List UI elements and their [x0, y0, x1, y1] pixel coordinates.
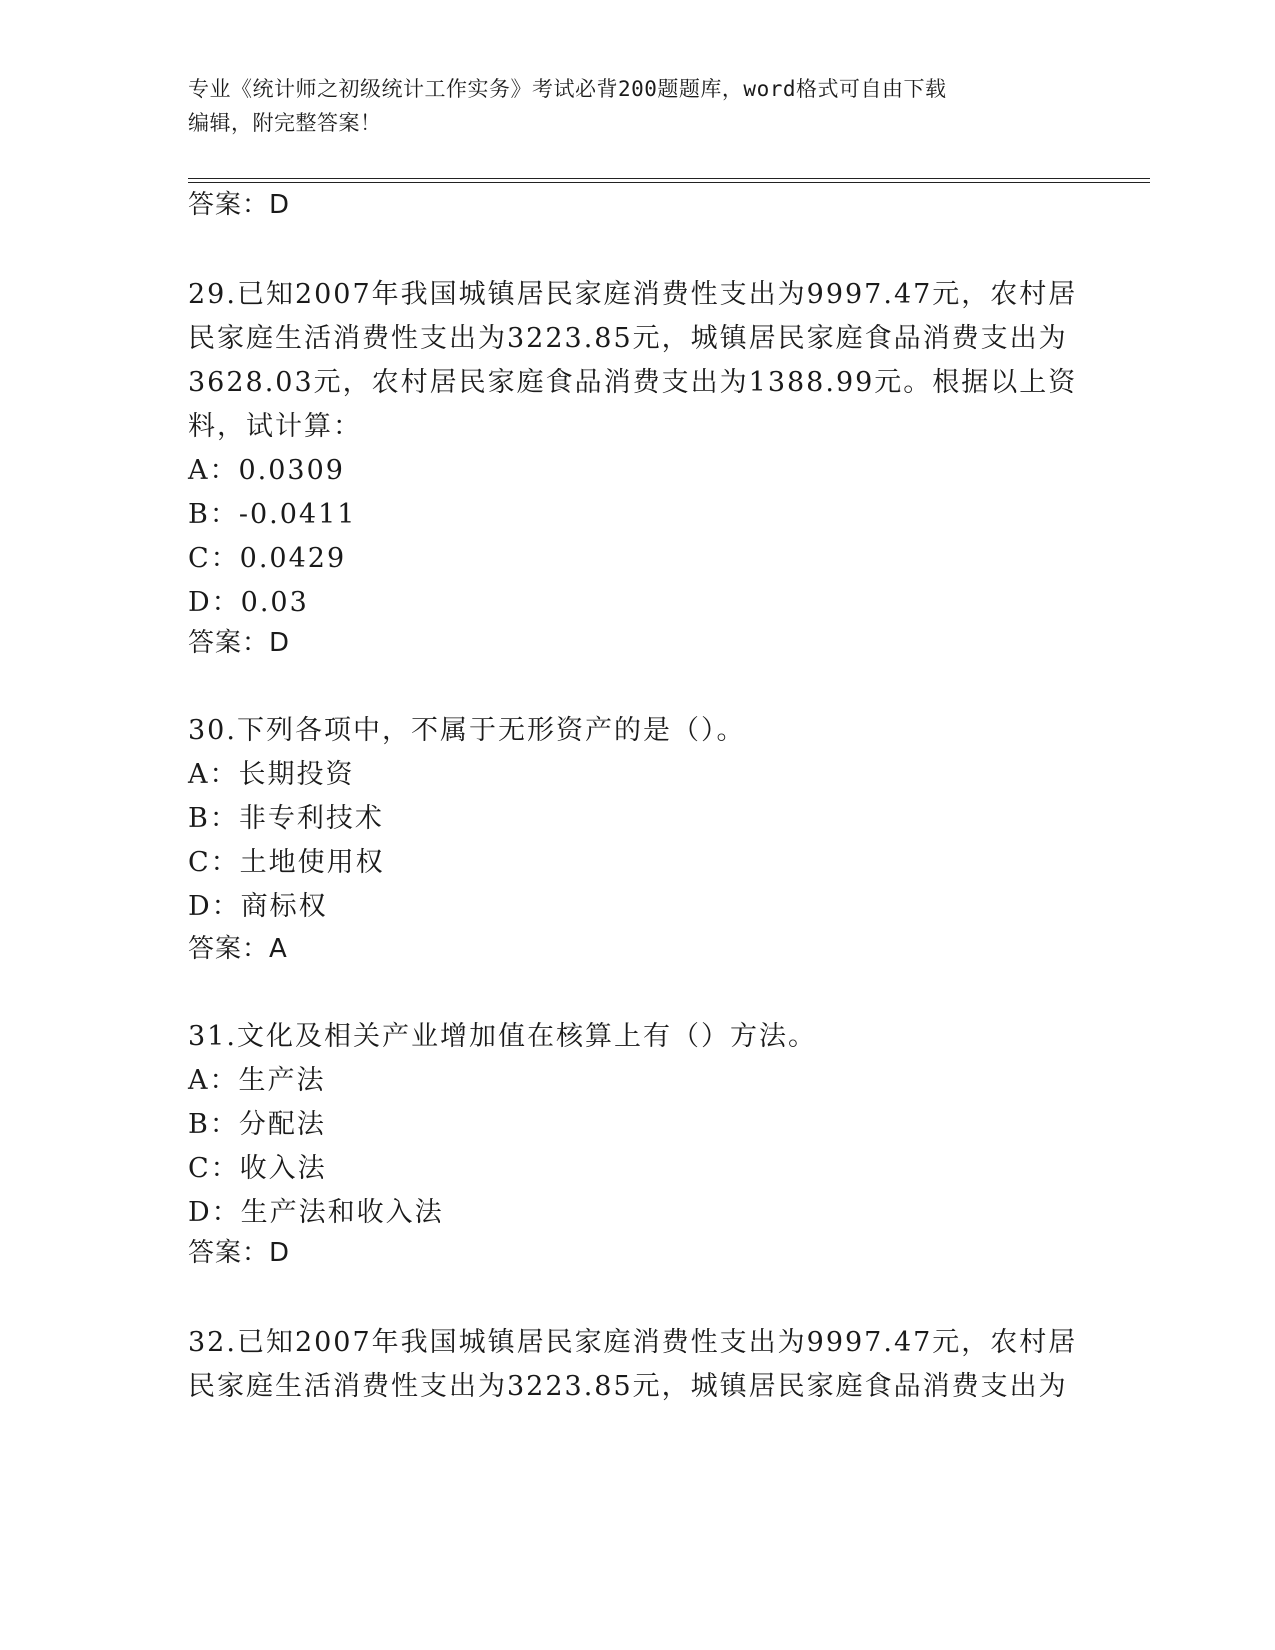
header-divider-top: [188, 178, 1150, 179]
header-line-2: 编辑，附完整答案！: [188, 111, 382, 135]
question-32-line-1: 32.已知2007年我国城镇居民家庭消费性支出为9997.47元，农村居: [188, 1327, 1078, 1358]
question-29-option-b: B：-0.0411: [188, 499, 357, 530]
question-31-option-a: A：生产法: [188, 1065, 326, 1096]
question-29-line-1: 29.已知2007年我国城镇居民家庭消费性支出为9997.47元，农村居: [188, 279, 1078, 310]
question-29-line-4: 料，试计算：: [188, 411, 362, 442]
header-divider-bottom: [188, 182, 1150, 183]
document-header: [188, 72, 1078, 140]
question-32-line-2: 民家庭生活消费性支出为3223.85元，城镇居民家庭食品消费支出为: [188, 1371, 1068, 1402]
answer-prev: 答案：D: [188, 190, 291, 220]
question-29-line-3: 3628.03元，农村居民家庭食品消费支出为1388.99元。根据以上资: [188, 367, 1078, 398]
question-31-option-d: D：生产法和收入法: [188, 1197, 444, 1228]
question-31-answer: 答案：D: [188, 1238, 291, 1268]
question-30-option-c: C：土地使用权: [188, 847, 385, 878]
question-31-option-c: C：收入法: [188, 1153, 327, 1184]
question-30-line-1: 30.下列各项中，不属于无形资产的是（）。: [188, 715, 746, 746]
question-30-option-b: B：非专利技术: [188, 803, 384, 834]
question-31-line-1: 31.文化及相关产业增加值在核算上有（）方法。: [188, 1021, 817, 1052]
question-29-option-d: D：0.03: [188, 587, 309, 618]
question-30-answer: 答案：A: [188, 934, 288, 964]
question-30-option-d: D：商标权: [188, 891, 328, 922]
question-29-answer: 答案：D: [188, 628, 291, 658]
question-31-option-b: B：分配法: [188, 1109, 326, 1140]
question-29-option-a: A：0.0309: [188, 455, 345, 486]
question-29-option-c: C：0.0429: [188, 543, 347, 574]
question-30-option-a: A：长期投资: [188, 759, 355, 790]
header-line-1: 专业《统计师之初级统计工作实务》考试必背200题题库，word格式可自由下载: [188, 77, 947, 101]
question-29-line-2: 民家庭生活消费性支出为3223.85元，城镇居民家庭食品消费支出为: [188, 323, 1068, 354]
